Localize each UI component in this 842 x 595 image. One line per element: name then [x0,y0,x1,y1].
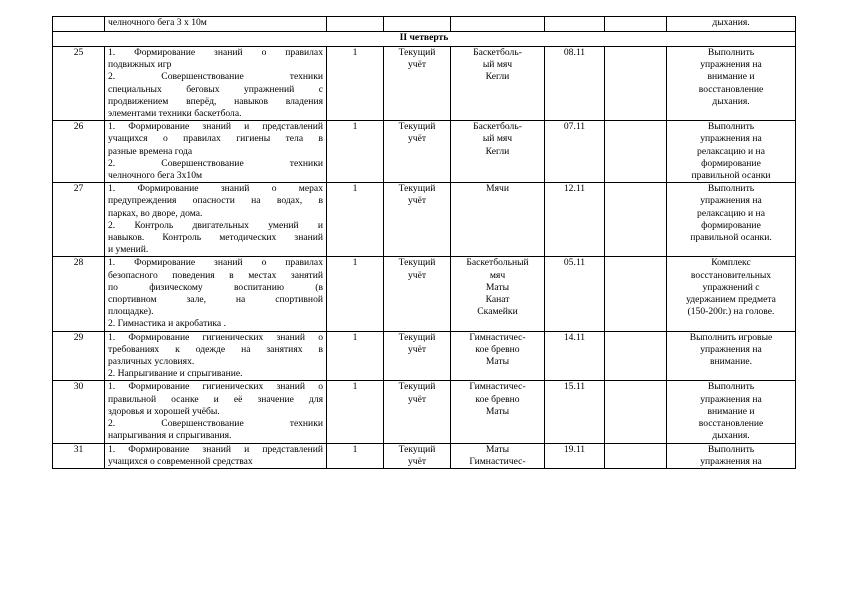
equipment-line: Мячи [486,183,509,195]
lesson-type-cell [384,443,451,468]
description-line: правильной осанке и её значение для [108,393,323,405]
description-line: площадке). [108,306,154,318]
homework-line: Выполнить [707,121,755,133]
homework-line: упражнения на [700,195,762,207]
homework-line: Выполнить [707,183,755,195]
equipment-cell [451,47,545,121]
description-line: челночного бега 3x10м [108,170,203,182]
description-line: 2. Напрыгивание и спрыгивание. [108,368,243,380]
homework-line: упражнения на [700,393,762,405]
date-cell: 07.11 [545,121,605,183]
table-row [53,47,796,121]
equipment-line: Маты [485,281,510,293]
homework-line: внимание и [707,405,755,417]
homework-line: правильной осанки. [690,232,772,244]
description-line: учащихся о современной средствах [108,455,253,467]
date-cell: 14.11 [545,331,605,381]
equipment-line: Кегли [485,145,510,157]
row-number-cell: 30 [53,381,105,443]
equipment-cell [451,443,545,468]
row-number-cell: 31 [53,443,105,468]
equipment-line: кое бревно [475,393,520,405]
description-line: 2. Совершенствование техники [108,418,323,430]
equipment-line: ый мяч [482,59,513,71]
homework-line: удержанием предмета [686,294,776,306]
table-row [53,331,796,381]
quarter-heading: II четверть [53,32,796,47]
lesson-description-cell [105,381,327,443]
table-row [53,443,796,468]
description-line: 1. Формирование знаний о правилах [108,257,323,269]
lesson-type-cell [384,257,451,331]
lesson-type-line: Текущий [398,257,436,269]
homework-line: внимание и [707,71,755,83]
description-line: 1. Формирование знаний и представлений [108,121,323,133]
hours-cell: 1 [327,443,384,468]
lesson-description-cell [105,257,327,331]
lesson-type-cell [384,331,451,381]
description-line: подвижных игр [108,59,172,71]
equipment-line: Маты [485,405,510,417]
lesson-type-cell [384,183,451,257]
lesson-description-cell [105,443,327,468]
homework-line: упражнения на [700,455,762,467]
lesson-type-line: учёт [407,455,427,467]
equipment-line: Баскетболь- [473,47,522,58]
hours-cell: 1 [327,183,384,257]
equipment-cell [451,121,545,183]
equipment-line: Баскетболь- [473,121,522,133]
lesson-type-line: учёт [407,393,427,405]
homework-line: упражнения на [700,343,762,355]
description-line: 2. Совершенствование техники [108,71,323,83]
lesson-type-cell [384,17,451,32]
fact-date-cell [605,381,667,443]
description-line: элементами техники баскетбола. [108,108,242,120]
homework-line: Выполнить [707,47,755,58]
description-line: 1. Формирование знаний и представлений [108,443,323,455]
description-line: по физическому воспитанию (в [108,281,323,293]
homework-cell [667,121,796,183]
hours-cell: 1 [327,257,384,331]
homework-line: дыхания. [712,95,750,107]
equipment-line: Кегли [485,71,510,83]
lesson-plan-table [52,16,796,469]
row-number-cell: 28 [53,257,105,331]
homework-line: формирование [701,157,761,169]
table-row [53,381,796,443]
description-line: парках, во дворе, дома. [108,207,203,219]
row-number-cell [53,17,105,32]
lesson-type-line: учёт [407,59,427,71]
equipment-line: Баскетбольный [466,257,529,269]
equipment-cell [451,183,545,257]
hours-cell: 1 [327,331,384,381]
description-line: 1. Формирование гигиенических знаний о [108,331,323,343]
row-number-cell: 25 [53,47,105,121]
lesson-type-line: Текущий [398,183,436,195]
homework-cell [667,47,796,121]
hours-cell: 1 [327,121,384,183]
lesson-type-line: учёт [407,269,427,281]
equipment-cell [451,17,545,32]
homework-line: Выполнить игровые [689,331,773,343]
equipment-line: Маты [485,443,510,455]
description-line: челночного бега 3 x 10м [108,17,207,28]
equipment-line: Канат [485,294,510,306]
lesson-type-cell [384,381,451,443]
homework-line: дыхания. [712,430,750,442]
hours-cell: 1 [327,47,384,121]
homework-line: Выполнить [707,443,755,455]
fact-date-cell [605,47,667,121]
description-line: 2. Совершенствование техники [108,157,323,169]
equipment-line: кое бревно [475,343,520,355]
description-line: учащихся о правилах гигиены тела в [108,133,323,145]
homework-line: дыхания. [712,17,750,28]
date-cell: 08.11 [545,47,605,121]
fact-date-cell [605,17,667,32]
description-line: разные времена года [108,145,193,157]
lesson-type-line: Текущий [398,331,436,343]
homework-cell [667,17,796,32]
quarter-row [53,32,796,47]
date-cell: 15.11 [545,381,605,443]
fact-date-cell [605,331,667,381]
equipment-cell [451,331,545,381]
lesson-type-line: Текущий [398,381,436,393]
date-cell [545,17,605,32]
hours-cell [327,17,384,32]
homework-line: упражнения на [700,133,762,145]
lesson-description-cell [105,331,327,381]
homework-line: упражнений с [702,281,760,293]
description-line: 2. Контроль двигательных умений и [108,219,323,231]
lesson-description-cell [105,17,327,32]
description-line: здоровья и хорошей учёбы. [108,405,220,417]
hours-cell: 1 [327,381,384,443]
description-line: и умений. [108,244,149,256]
table-row [53,121,796,183]
lesson-description-cell [105,47,327,121]
description-line: 1. Формирование знаний о мерах [108,183,323,195]
homework-line: релаксацию и на [697,207,765,219]
homework-cell [667,257,796,331]
table-row [53,257,796,331]
description-line: 1. Формирование знаний о правилах [108,47,323,58]
description-line: напрыгивания и спрыгивания. [108,430,232,442]
date-cell: 05.11 [545,257,605,331]
row-number-cell: 29 [53,331,105,381]
homework-cell [667,331,796,381]
lesson-type-line: Текущий [398,443,436,455]
equipment-line: ый мяч [482,133,513,145]
row-number-cell: 26 [53,121,105,183]
homework-cell [667,381,796,443]
lesson-type-line: Текущий [398,47,436,58]
description-line: навыков. Контроль методических знаний [108,232,323,244]
fact-date-cell [605,121,667,183]
homework-line: Комплекс [711,257,751,269]
description-line: продвижением вперёд, навыков владения [108,95,323,107]
homework-line: релаксацию и на [697,145,765,157]
lesson-description-cell [105,183,327,257]
description-line: 2. Гимнастика и акробатика . [108,318,226,330]
lesson-type-line: Текущий [398,121,436,133]
row-number-cell: 27 [53,183,105,257]
lesson-type-line: учёт [407,343,427,355]
fact-date-cell [605,257,667,331]
lesson-description-cell [105,121,327,183]
table-row [53,17,796,32]
equipment-line: Скамейки [477,306,518,318]
equipment-line: Гимнастичес- [469,331,526,343]
equipment-line: Гимнастичес- [469,381,526,393]
description-line: требованиях к одежде на занятиях в [108,343,323,355]
equipment-line: Гимнастичес- [469,455,526,467]
lesson-type-cell [384,121,451,183]
description-line: предупреждения опасности на водах, в [108,195,323,207]
homework-cell [667,183,796,257]
description-line: спортивном зале, на спортивной [108,294,323,306]
homework-line: Выполнить [707,381,755,393]
equipment-line: Маты [485,356,510,368]
equipment-cell [451,257,545,331]
description-line: специальных беговых упражнений с [108,83,323,95]
fact-date-cell [605,183,667,257]
description-line: различных условиях. [108,356,195,368]
homework-line: восстановление [698,418,764,430]
description-line: безопасного поведения в местах занятий [108,269,323,281]
lesson-type-cell [384,47,451,121]
homework-line: формирование [701,219,761,231]
fact-date-cell [605,443,667,468]
homework-line: правильной осанки [691,170,771,182]
date-cell: 19.11 [545,443,605,468]
homework-cell [667,443,796,468]
homework-line: восстановительных [690,269,772,281]
equipment-line: мяч [489,269,506,281]
homework-line: упражнения на [700,59,762,71]
homework-line: внимание. [710,356,752,368]
date-cell: 12.11 [545,183,605,257]
description-line: 1. Формирование гигиенических знаний о [108,381,323,393]
table-row [53,183,796,257]
homework-line: (150-200г.) на голове. [687,306,775,318]
lesson-type-line: учёт [407,195,427,207]
lesson-type-line: учёт [407,133,427,145]
homework-line: восстановление [698,83,764,95]
equipment-cell [451,381,545,443]
